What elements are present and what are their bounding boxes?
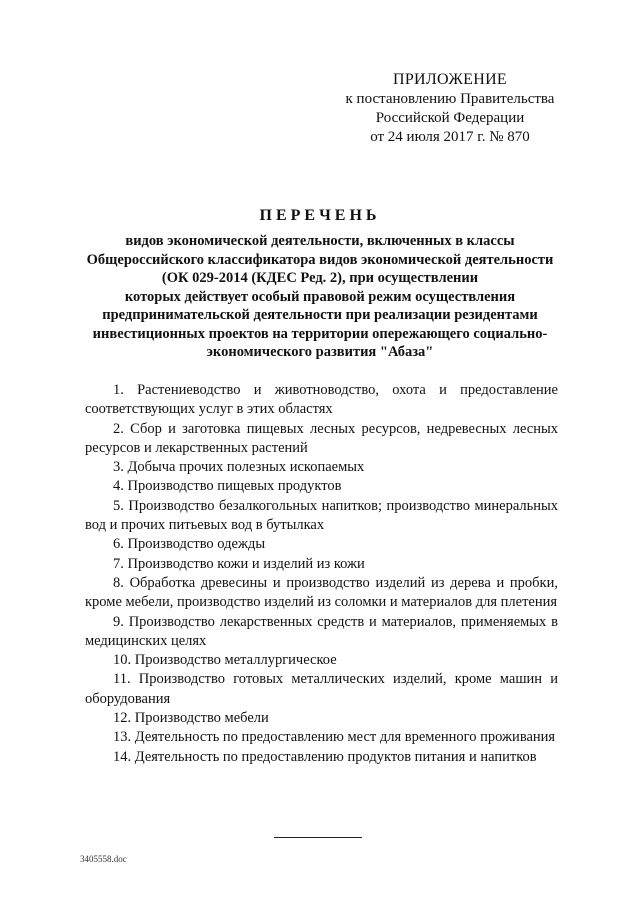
appendix-line: от 24 июля 2017 г. № 870 xyxy=(370,129,530,145)
file-name-footer: 3405558.doc xyxy=(80,854,127,864)
separator-line xyxy=(274,837,362,838)
document-subtitle xyxy=(60,232,580,362)
list-item: 14. Деятельность по предоставлению продуктов питания и напитков xyxy=(113,748,537,765)
appendix-line: Российской Федерации xyxy=(375,110,525,126)
list-item: 5. Производство безалкогольных напитков; производство минеральных вод и прочих питьевых вод в бутылках xyxy=(85,497,558,534)
list-item: 1. Растениеводство и животноводство, охота и предоставление соответствующих услуг в этих областях xyxy=(85,382,558,418)
list-item: 10. Производство металлургическое xyxy=(113,652,337,669)
activity-list xyxy=(85,381,558,767)
list-item: 2. Сбор и заготовка пищевых лесных ресурсов, недревесных лесных ресурсов и лекарственных растений xyxy=(85,420,558,456)
appendix-heading: ПРИЛОЖЕНИЕ xyxy=(392,71,507,88)
list-item: 3. Добыча прочих полезных ископаемых xyxy=(113,459,365,476)
list-item: 11. Производство готовых металлических изделий, кроме машин и оборудования xyxy=(85,671,558,707)
subtitle-line: предпринимательской деятельности при реализации резидентами xyxy=(102,307,538,323)
subtitle-line: (ОК 029-2014 (КДЕС Ред. 2), при осуществлении xyxy=(161,270,479,286)
subtitle-line: Общероссийского классификатора видов экономической деятельности xyxy=(86,251,554,268)
list-item: 7. Производство кожи и изделий из кожи xyxy=(113,555,365,572)
list-item: 4. Производство пищевых продуктов xyxy=(113,478,342,495)
list-item: 12. Производство мебели xyxy=(113,710,269,727)
subtitle-line: которых действует особый правовой режим осуществления xyxy=(124,288,516,305)
subtitle-line: экономического развития "Абаза" xyxy=(206,344,434,360)
list-item: 13. Деятельность по предоставлению мест для временного проживания xyxy=(113,729,556,746)
list-item: 9. Производство лекарственных средств и материалов, применяемых в медицинских целях xyxy=(85,613,558,649)
appendix-block xyxy=(300,70,600,147)
subtitle-line: инвестиционных проектов на территории опережающего социально- xyxy=(92,325,548,342)
document-title: ПЕРЕЧЕНЬ xyxy=(259,207,381,224)
appendix-line: к постановлению Правительства xyxy=(345,91,555,107)
list-item: 6. Производство одежды xyxy=(113,536,266,553)
list-item: 8. Обработка древесины и производство изделий из дерева и пробки, кроме мебели, производство изделий из соломки и материалов для плетения xyxy=(85,574,558,611)
subtitle-line: видов экономической деятельности, включенных в классы xyxy=(125,233,515,249)
